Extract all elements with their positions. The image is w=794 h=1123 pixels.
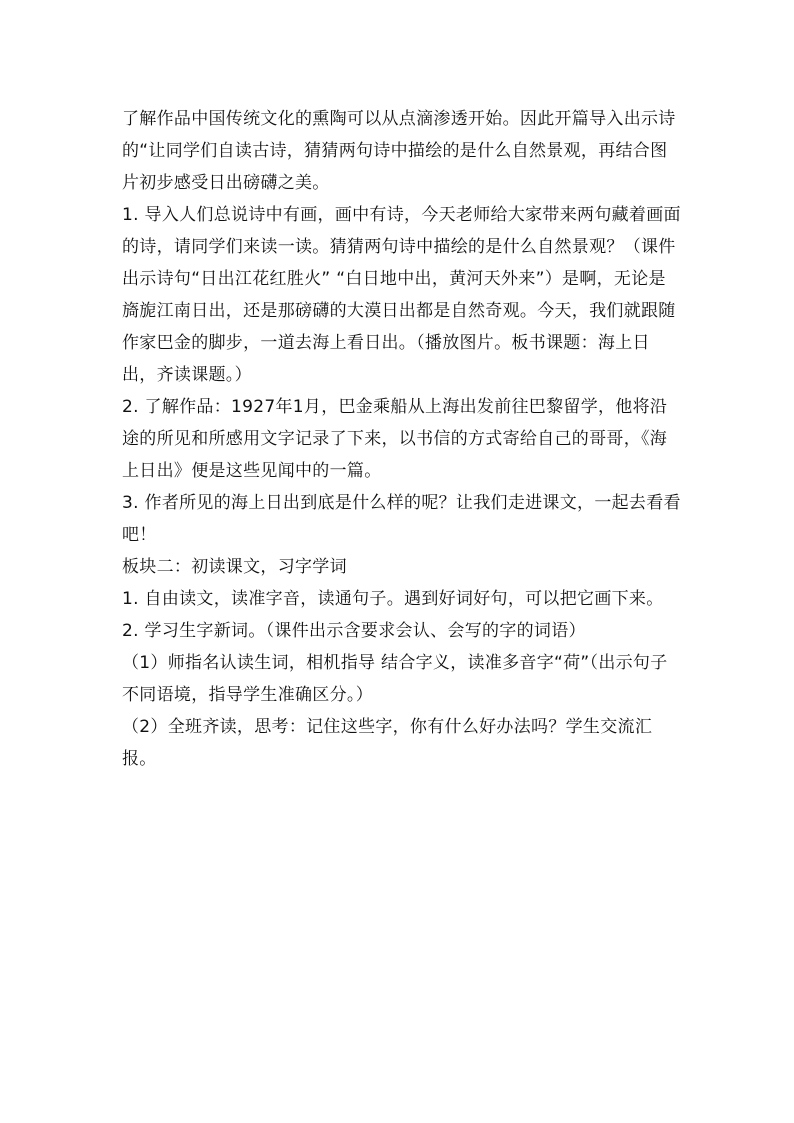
section-heading-block-2: 板块二：初读课文，习字学词 [122,557,347,577]
paragraph-read-1: 1. 自由读文，读准字音，读通句子。遇到好词好句，可以把它画下来。 [122,589,664,609]
paragraph-intro: 了解作品中国传统文化的熏陶可以从点滴渗透开始。因此开篇导入出示诗的“让同学们自读古诗，猜猜两句诗中描绘的是什么自然景观，再结合图片初步感受日出磅礴之美。 [122,109,676,193]
paragraph-read-2: 2. 学习生字新词。（课件出示含要求会认、会写的字的词语） [122,621,586,641]
document-page [122,103,682,775]
paragraph-step-3: 3. 作者所见的海上日出到底是什么样的呢？让我们走进课文，一起去看看吧！ [122,493,681,545]
paragraph-sub-1: （1）师指名认读生词，相机指导 结合字义，读准多音字“荷”（出示句子不同语境，指导学生准确区分。） [122,653,668,705]
paragraph-step-1: 1. 导入人们总说诗中有画，画中有诗，今天老师给大家带来两句藏着画面的诗，请同学们来读一读。猜猜两句诗中描绘的是什么自然景观？（课件出示诗句“日出江花红胜火” “白日地中出，黄河天外来”）是啊，无论是旖旎江南日出，还是那磅礴的大漠日出都是自然奇观。今天，我们就跟随作家巴金的脚步，一道去海上看日出。（播放图片。板书课题：海上日出，齐读课题。） [122,205,681,385]
paragraph-step-2: 2. 了解作品：1927年1月，巴金乘船从上海出发前往巴黎留学，他将沿途的所见和所感用文字记录了下来，以书信的方式寄给自己的哥哥，《海上日出》便是这些见闻中的一篇。 [122,397,668,481]
paragraph-sub-2: （2）全班齐读，思考：记住这些字，你有什么好办法吗？学生交流汇报。 [122,717,653,769]
